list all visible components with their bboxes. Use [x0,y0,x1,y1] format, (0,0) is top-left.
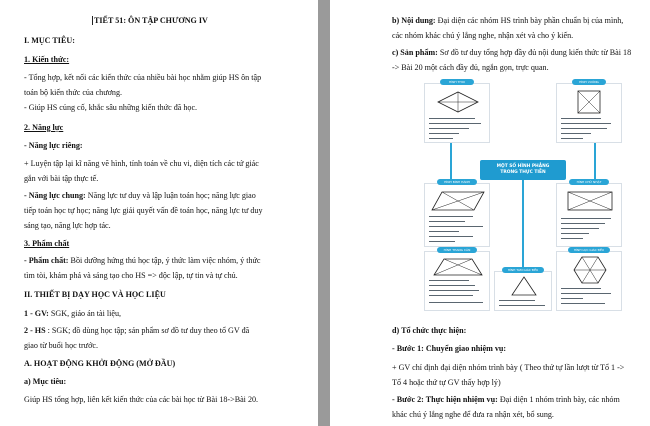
student-materials-a: 2 - HS : SGK; đồ dùng học tập; sản phẩm sơ đồ tư duy theo tổ GV đã [24,326,250,335]
triangle-figure [496,275,552,297]
specific-competence-line-b: gắn với bài tập thực tế. [24,174,99,183]
general-competence-line-b: tiếp toán học tự học; năng lực giải quyết vấn đề toán học, năng lực tư duy [24,206,263,215]
center-line-1: MỘT SỐ HÌNH PHẲNG [496,164,550,169]
knowledge-line-1b: toán bộ kiến thức của chương. [24,88,123,97]
specific-competence-title: - Năng lực riêng: [24,141,83,150]
organization-label: d) Tổ chức thực hiện: [392,326,467,335]
step-1-line-b: Tổ 4 hoặc thứ tự GV thấy hợp lý) [392,378,501,387]
box-title: HÌNH LỤC GIÁC ĐỀU [568,247,610,253]
box-title: HÌNH BÌNH HÀNH [437,179,477,185]
subsection-quality: 3. Phẩm chất [24,239,70,248]
general-competence-line-c: sáng tạo, năng lực hợp tác. [24,221,111,230]
objective-label: a) Mục tiêu: [24,377,67,386]
objective-text: Giúp HS tổng hợp, liên kết kiến thức của các bài học từ Bài 18->Bài 20. [24,395,259,404]
content-line-a: b) Nội dung: Đại diện các nhóm HS trình bày phần chuẩn bị của mình, [392,16,624,25]
step-2-line-a: - Bước 2: Thực hiện nhiệm vụ: Đại diện 1 nhóm trình bày, các nhóm [392,395,620,404]
infographic-center-label [480,160,566,180]
connector-center [522,180,524,270]
trapezoid-figure [426,255,490,279]
section-objectives: I. MỤC TIÊU: [24,36,75,45]
box-title: HÌNH THOI [440,79,474,85]
box-parallelogram [424,180,490,247]
hexagon-figure [558,255,622,285]
general-competence-line-a: - Năng lực chung: Năng lực tư duy và lập luận toán học; năng lực giao [24,191,256,200]
subsection-competence: 2. Năng lực [24,123,64,132]
box-title: HÌNH VUÔNG [572,79,606,85]
square-figure [558,88,622,116]
mind-map-infographic [424,79,622,311]
product-line-b: -> Bài 20 một cách đầy đủ, ngắn gọn, trực quan. [392,63,549,72]
box-hexagon [556,248,622,311]
box-rhombus [424,80,490,143]
rhombus-figure [426,88,490,116]
parallelogram-figure [426,188,490,214]
left-page [0,0,318,426]
quality-line-a: - Phẩm chất: Bồi dưỡng hứng thú học tập, ý thức làm việc nhóm, ý thức [24,256,261,265]
center-line-2: TRONG THỰC TIỄN [500,170,546,175]
box-square [556,80,622,143]
student-materials-b: giao từ buổi học trước. [24,341,98,350]
specific-competence-line-a: + Luyện tập lại kĩ năng vẽ hình, tính toán về chu vi, diện tích các tứ giác [24,159,259,168]
step-2-line-b: khác chú ý lắng nghe để đưa ra nhận xét, bổ sung. [392,410,554,419]
rectangle-figure [558,188,622,214]
step-1-label: - Bước 1: Chuyển giao nhiệm vụ: [392,344,507,353]
right-page [330,0,650,426]
box-triangle [494,268,552,311]
box-title: HÌNH THANG CÂN [437,247,477,253]
section-equipment: II. THIẾT BỊ DẠY HỌC VÀ HỌC LIỆU [24,290,166,299]
quality-line-b: tìm tòi, khám phá và sáng tạo cho HS => độc lập, tự tin và tự chủ. [24,271,238,280]
product-line-a: c) Sản phẩm: Sơ đồ tư duy tổng hợp đầy đủ nội dung kiến thức từ Bài 18 [392,48,632,57]
knowledge-line-2: - Giúp HS củng cố, khắc sâu những kiến thức đã học. [24,103,198,112]
box-rectangle [556,180,622,247]
knowledge-line-1a: - Tổng hợp, kết nối các kiến thức của nhiều bài học nhằm giúp HS ôn tập [24,73,262,82]
teacher-materials: 1 - GV: SGK, giáo án tài liệu, [24,309,122,318]
box-title: HÌNH TAM GIÁC ĐỀU [502,267,544,273]
subsection-knowledge: 1. Kiến thức: [24,55,70,64]
box-title: HÌNH CHỮ NHẬT [569,179,609,185]
section-activity-a: A. HOẠT ĐỘNG KHỞI ĐỘNG (MỞ ĐẦU) [24,359,176,368]
box-trapezoid [424,248,490,311]
lesson-title: TIẾT 51: ÔN TẬP CHƯƠNG IV [94,16,208,25]
step-1-line-a: + GV chỉ định đại diện nhóm trình bày ( Theo thứ tự lần lượt từ Tổ 1 -> [392,363,625,372]
content-line-b: các nhóm khác chú ý lắng nghe, nhận xét và cho ý kiến. [392,31,574,40]
